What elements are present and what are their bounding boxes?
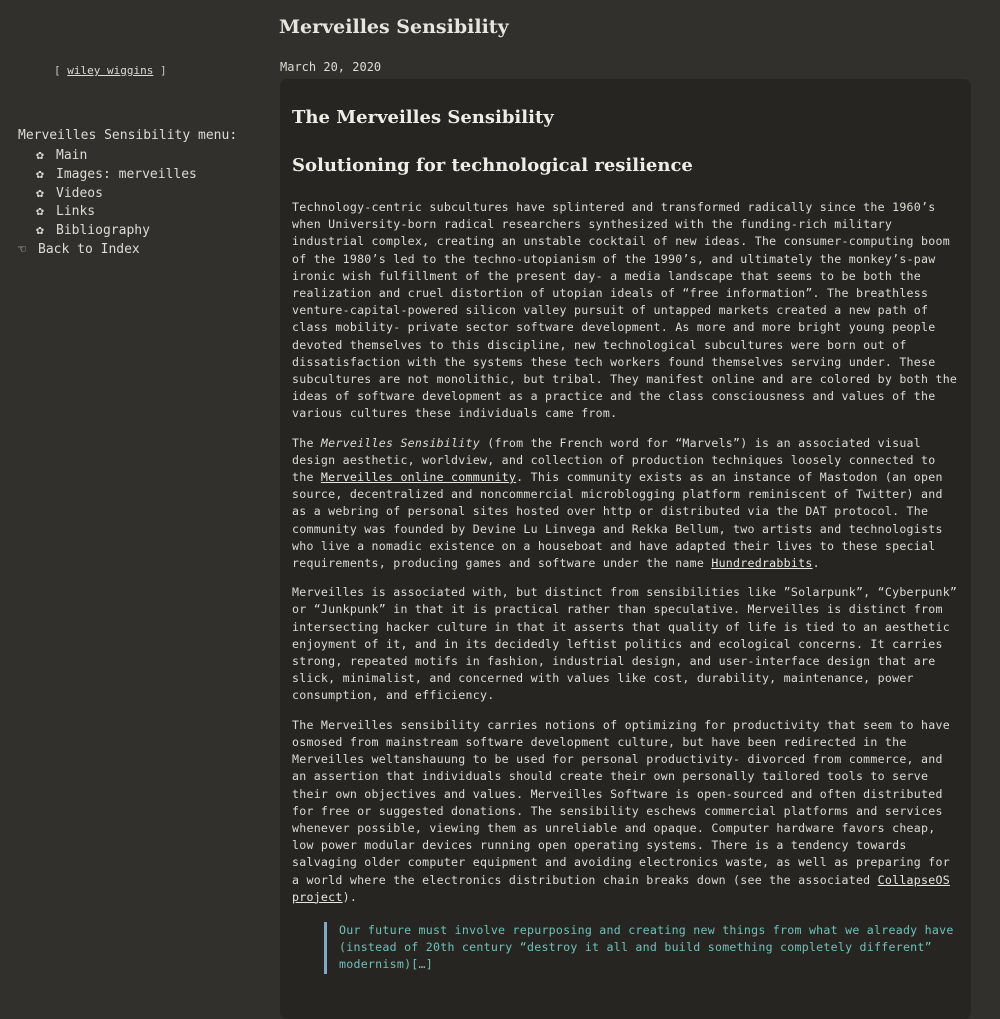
paragraph-4: [292, 717, 959, 906]
text-span: .: [812, 556, 820, 571]
sidebar-menu: [18, 147, 197, 260]
flower-icon: ✿: [36, 185, 44, 201]
post-date: March 20, 2020: [280, 60, 382, 74]
article-title: The Merveilles Sensibility: [292, 107, 554, 128]
menu-title: Merveilles Sensibility menu:: [18, 128, 238, 143]
paragraph-2: [292, 435, 959, 573]
sidebar-item-videos[interactable]: [18, 185, 197, 204]
text-span: ).: [342, 889, 358, 904]
text-span: The: [292, 435, 321, 450]
sidebar-item-label: Videos: [56, 185, 103, 201]
hundredrabbits-link[interactable]: Hundredrabbits: [711, 556, 813, 571]
emphasis-merveilles-sensibility: Merveilles Sensibility: [320, 435, 480, 450]
sidebar-item-label: Links: [56, 204, 96, 220]
sidebar-item-label: Back to Index: [38, 241, 140, 257]
sidebar-item-back-to-index[interactable]: [18, 241, 197, 260]
flower-icon: ✿: [36, 166, 44, 182]
blockquote: Our future must involve repurposing and creating new things from what we already have (instead of 20th century “destroy it all and build something completely different” modernism)[…]: [324, 922, 959, 974]
sidebar-item-links[interactable]: [18, 203, 197, 222]
sidebar-item-label: Bibliography: [56, 223, 150, 239]
text-span: (from the French word for “Marvels”) is an associated visual design aesthetic, worldview, and collection of production techniques loosely connected to the: [292, 435, 936, 485]
flower-icon: ✿: [36, 223, 44, 239]
flower-icon: ✿: [36, 204, 44, 220]
flower-icon: ✿: [36, 148, 44, 163]
sidebar-item-main[interactable]: [18, 147, 197, 166]
text-span: . This community exists as an instance of Mastodon (an open source, decentralized and noncommercial microblogging platform reminiscent of Twitter) and as a webring of personal sites hosted over http or distributed via the DAT protocol. The community was founded by Devine Lu Linvega and Rekka Bellum, two artists and technologists who live a nomadic existence on a houseboat and have adapted their lives to these special requirements, producing games and software under the name: [292, 470, 943, 571]
site-title: Merveilles Sensibility: [279, 16, 509, 38]
sidebar-item-images[interactable]: [18, 166, 197, 185]
sidebar-item-bibliography[interactable]: [18, 222, 197, 241]
merveilles-community-link[interactable]: Merveilles online community: [320, 470, 517, 485]
author-link-wrapper: [54, 64, 167, 77]
collapseos-link[interactable]: CollapseOS project: [292, 872, 950, 904]
pointing-hand-icon: ☜: [18, 241, 26, 257]
sidebar-item-label: Images: merveilles: [56, 166, 197, 182]
sidebar-item-label: Main: [56, 148, 88, 163]
paragraph-3: Merveilles is associated with, but distinct from sensibilities like ”Solarpunk”, “Cyberpunk” or “Junkpunk” in that it is practical rather than speculative. Merveilles is distinct from intersecting hacker culture in that it asserts that quality of life is tied to an aesthetic enjoyment of it, and in its decidedly leftist politics and ecological concerns. It carries strong, repeated motifs in fashion, industrial design, and user-interface design that are slick, minimalist, and concerned with values like cost, durability, maintenance, power consumption, and efficiency.: [292, 585, 958, 703]
author-link[interactable]: wiley wiggins: [67, 64, 154, 77]
article-subtitle: Solutioning for technological resilience: [292, 155, 693, 176]
article-panel: [280, 79, 971, 1019]
text-span: The Merveilles sensibility carries notions of optimizing for productivity that seem to have osmosed from mainstream software development culture, but have been redirected in the Merveilles weltanshauung to be used for personal productivity- divorced from commerce, and an assertion that individuals should create their own personally tailored tools to serve their own objectives and values. Merveilles Software is open-sourced and often distributed for free or suggested donations. The sensibility eschews commercial platforms and services whenever possible, viewing them as unreliable and opaque. Computer hardware favors cheap, low power modular devices running open operating systems. There is a tendency towards salvaging older computer equipment and avoiding electronics waste, as well as preparing for a world where the electronics distribution chain breaks down (see the associated: [292, 717, 950, 887]
bracket-left: [: [54, 64, 68, 77]
bracket-right: ]: [153, 64, 167, 77]
paragraph-1: Technology-centric subcultures have splintered and transformed radically since the 1960’s when University-born radical researchers synthesized with the funding-rich military industrial complex, creating an unstable cocktail of new ideas. The consumer-computing boom of the 1980’s led to the techno-utopianism of the 1990’s, and ultimately the monkey’s-paw ironic wish fulfillment of the present day- a media landscape that seems to be both the realization and cruel distortion of utopian ideals of “free information”. The breathless venture-capital-powered silicon valley pursuit of untapped markets created a new path of class mobility- private sector software development. As more and more bright young people devoted themselves to this discipline, new technological subcultures were born out of dissatisfaction with the systems these tech workers found themselves serving under. These subcultures are not monolithic, but tribal. They manifest online and are colored by both the ideas of software development as a practice and the class consciousness and values of the various cultures these individuals came from.: [292, 200, 958, 421]
